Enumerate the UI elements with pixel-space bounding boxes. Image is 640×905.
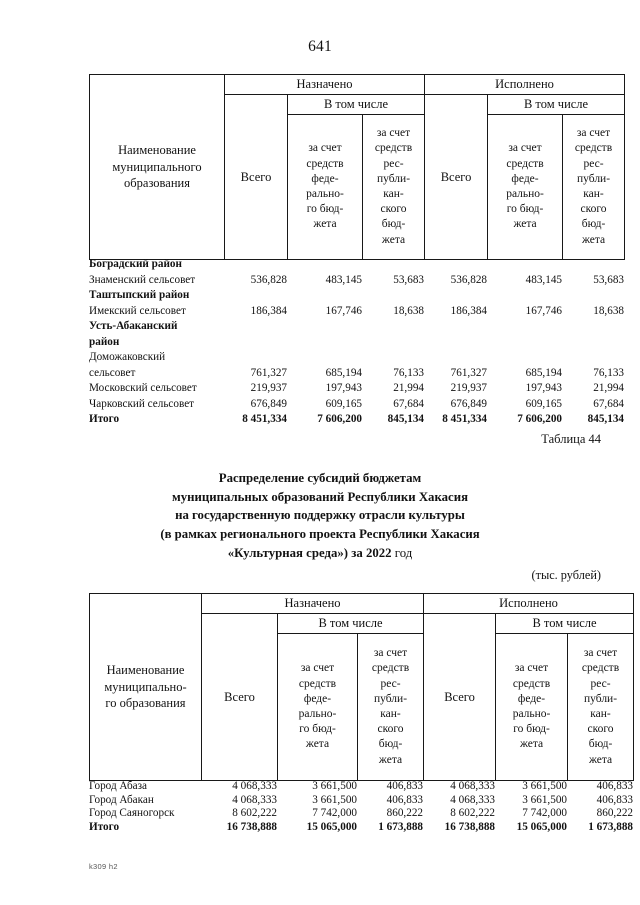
title-line-5-regular: год [391,545,413,560]
row-value: 186,384 [450,304,487,317]
row-value: 483,145 [325,273,362,286]
t1-fe-l2: средств [506,157,544,170]
row-value [362,289,424,305]
table-2-body [89,780,633,834]
t1-re-l2: средств [574,142,613,155]
t1-col-name [90,75,225,260]
row-value: 3 661,500 [312,793,357,806]
row-value [487,289,562,305]
t2-fe-l2: средств [512,677,551,690]
row-value: 483,145 [525,273,562,286]
table-caption-44: Таблица 44 [541,432,601,446]
t1-col-republican-assigned [363,115,425,260]
row-label: Таштыпский район [89,289,190,301]
row-value: 219,937 [450,382,487,394]
table-row [89,367,624,383]
row-value: 609,165 [525,397,562,410]
table-row [89,274,624,290]
row-value: 406,833 [386,793,423,806]
t2-ra-l1: за счет [373,647,408,660]
row-value: 4 068,333 [232,793,277,806]
table-1-body [89,258,624,429]
row-value: 860,222 [386,807,423,819]
row-value [224,258,287,274]
row-value: 53,683 [393,273,424,286]
t1-ra-l2: средств [374,142,413,155]
row-value: 406,833 [386,780,423,792]
t1-name-l2: муниципального [112,159,202,174]
t2-fa-l3: феде- [303,692,332,705]
row-value [487,320,562,336]
footer-stamp: k309 h2 [89,862,118,871]
row-value: 16 738,888 [444,820,495,833]
row-label: Чарковский сельсовет [89,397,195,410]
t2-fa-l6: жета [305,738,330,751]
t1-col-total-assigned: Всего [225,95,288,260]
t1-fa-l4: рально- [306,188,344,200]
t1-re-l8: жета [581,233,606,246]
row-value: 7 606,200 [317,413,362,425]
t2-fa-l1: за счет [300,662,335,675]
t1-including-executed: В том числе [488,95,625,115]
row-value [424,336,487,352]
t2-re-l3: рес- [590,677,611,690]
t1-ra-l6: ского [380,203,407,216]
row-value: 536,828 [450,273,487,286]
table-row [89,821,633,835]
t1-re-l6: ского [580,203,607,216]
row-value [287,289,362,305]
row-value [362,351,424,367]
row-value [362,258,424,274]
row-value: 845,134 [587,413,624,425]
row-value: 16 738,888 [226,820,277,833]
row-value [424,351,487,367]
t1-col-federal-assigned [288,115,363,260]
row-label: Усть-Абаканский [89,320,178,332]
row-value: 21,994 [393,382,424,394]
row-value: 3 661,500 [522,780,567,792]
t2-name-l1: Наименование [106,662,185,677]
row-value [287,320,362,336]
row-value [562,351,624,367]
table-row [89,780,633,794]
t1-group-assigned: Назначено [225,75,425,95]
table-row [89,807,633,821]
table-row [89,382,624,398]
row-value: 4 068,333 [450,793,495,806]
t2-fe-l3: феде- [517,692,546,705]
t2-name-l2: муниципально- [104,679,187,694]
row-value [362,336,424,352]
t1-ra-l7: бюд- [381,218,406,231]
t1-name-l1: Наименование [118,142,196,157]
row-value [224,336,287,352]
row-value: 685,194 [525,366,562,379]
row-value: 8 602,222 [450,807,495,819]
table-2-rows [89,780,633,834]
row-value: 8 451,334 [242,413,287,425]
row-value [487,258,562,274]
t2-col-republican-executed [568,634,634,781]
t2-col-name [90,594,202,781]
t1-col-total-executed: Всего [425,95,488,260]
t2-re-l6: ского [587,723,614,736]
row-value [562,336,624,352]
row-label: сельсовет [89,366,136,379]
table-2-header [89,593,634,781]
title-line-4: (в рамках регионального проекта Республики Хакасия [160,527,480,542]
t1-re-l1: за счет [576,127,611,140]
report-title [0,469,640,562]
row-value: 4 068,333 [450,780,495,792]
t1-col-federal-executed [488,115,563,260]
t2-name-l3: го образования [105,696,186,711]
t2-re-l5: кан- [590,708,611,720]
t1-ra-l1: за счет [376,127,411,140]
table-row [89,305,624,321]
t2-ra-l8: жета [378,753,403,766]
row-value: 167,746 [325,304,362,317]
row-value: 676,849 [450,397,487,410]
t1-name-l3: образования [124,176,190,191]
t2-ra-l5: кан- [380,708,401,720]
row-value: 197,943 [325,382,362,394]
table-row [89,413,624,429]
t2-group-executed: Исполнено [424,594,634,614]
t2-re-l2: средств [581,662,620,675]
t2-ra-l6: ского [377,723,404,736]
title-line-5-bold: «Культурная среда») за 2022 [227,545,392,560]
row-value: 3 661,500 [312,780,357,792]
t2-col-federal-executed [496,634,568,781]
t1-fe-l4: рально- [506,188,544,200]
row-value [424,320,487,336]
table-row [89,351,624,367]
t1-fa-l5: го бюд- [306,203,344,216]
table-row [89,398,624,414]
table-row [89,289,624,305]
row-value: 167,746 [525,304,562,317]
t2-re-l7: бюд- [588,738,613,751]
t1-fe-l6: жета [513,218,537,231]
row-value [562,320,624,336]
row-value: 53,683 [593,273,624,286]
table-1-header [89,74,625,260]
t2-col-total-executed: Всего [424,614,496,781]
t1-fa-l2: средств [306,157,344,170]
row-label: Город Абакан [89,793,154,806]
t1-col-republican-executed [563,115,625,260]
t1-fe-l5: го бюд- [506,203,544,216]
t2-group-assigned: Назначено [202,594,424,614]
t2-fa-l4: рально- [298,708,337,720]
row-value: 4 068,333 [232,780,277,792]
row-label: Знаменский сельсовет [89,273,196,286]
row-value: 406,833 [596,780,633,792]
row-value: 7 742,000 [522,807,567,819]
row-value [562,289,624,305]
row-value: 76,133 [593,366,624,379]
row-label: район [89,335,120,348]
row-value: 676,849 [250,397,287,410]
title-line-3: на государственную поддержку отрасли культуры [175,508,465,523]
page-number: 641 [308,38,332,55]
row-label: Город Саяногорск [89,807,175,819]
row-value: 8 451,334 [442,413,487,425]
row-value: 845,134 [387,413,424,425]
row-value [287,258,362,274]
t2-ra-l3: рес- [380,677,401,690]
t2-including-executed: В том числе [496,614,634,634]
title-line-1: Распределение субсидий бюджетам [218,471,422,485]
t1-re-l7: бюд- [581,218,606,231]
row-value: 76,133 [393,366,424,379]
row-label: Доможаковский [89,351,166,363]
row-label: Имекский сельсовет [89,304,186,317]
row-value: 67,684 [593,397,624,410]
row-value [424,258,487,274]
row-value: 1 673,888 [378,820,423,833]
t2-including-assigned: В том числе [278,614,424,634]
row-value: 197,943 [525,382,562,394]
row-value: 7 742,000 [312,807,357,819]
t1-re-l5: кан- [583,188,604,200]
row-value: 685,194 [325,366,362,379]
row-value [424,289,487,305]
row-value [224,320,287,336]
t1-including-assigned: В том числе [288,95,425,115]
table-row [89,336,624,352]
t1-fa-l3: феде- [311,172,339,185]
table-row [89,320,624,336]
row-value [287,351,362,367]
units-note: (тыс. рублей) [531,568,601,582]
row-value: 186,384 [250,304,287,317]
row-value: 609,165 [325,397,362,410]
row-value [562,258,624,274]
row-value [362,320,424,336]
row-label: Итого [89,820,120,833]
row-value: 536,828 [250,273,287,286]
t1-group-executed: Исполнено [425,75,625,95]
t1-fa-l1: за счет [308,142,342,155]
t2-fa-l2: средств [298,677,337,690]
t2-fe-l5: го бюд- [513,723,550,736]
row-label: Московский сельсовет [89,382,197,394]
row-value [487,336,562,352]
row-value: 219,937 [250,382,287,394]
row-value: 1 673,888 [588,820,633,833]
t1-re-l4: публи- [577,172,611,185]
table-row [89,258,624,274]
t2-col-republican-assigned [358,634,424,781]
t2-fe-l4: рально- [512,708,551,720]
row-value: 18,638 [393,304,424,317]
row-value: 18,638 [593,304,624,317]
row-value [287,336,362,352]
t2-fa-l5: го бюд- [299,723,336,736]
row-value: 761,327 [450,366,487,379]
row-value [224,289,287,305]
t1-fe-l1: за счет [508,142,542,155]
row-label: Итого [89,413,120,425]
t2-re-l4: публи- [584,692,618,705]
row-value: 761,327 [250,366,287,379]
table-1-rows [89,258,624,429]
t2-ra-l4: публи- [373,692,408,705]
t2-col-total-assigned: Всего [202,614,278,781]
t2-col-federal-assigned [278,634,358,781]
table-row [89,794,633,808]
t1-fa-l6: жета [313,218,337,231]
t2-re-l1: за счет [583,647,618,660]
row-value: 3 661,500 [522,793,567,806]
row-value: 7 606,200 [517,413,562,425]
t2-ra-l7: бюд- [378,738,403,751]
row-value: 406,833 [596,793,633,806]
t2-ra-l2: средств [371,662,410,675]
row-value: 8 602,222 [232,807,277,819]
t2-fe-l1: за счет [514,662,549,675]
t2-re-l8: жета [588,753,613,766]
row-value: 67,684 [393,397,424,410]
t1-ra-l5: кан- [383,188,404,200]
t1-re-l3: рес- [583,157,604,170]
row-value: 15 065,000 [516,820,567,833]
row-value: 21,994 [593,382,624,394]
title-line-2: муниципальных образований Республики Хакасия [171,489,469,504]
row-value: 15 065,000 [306,820,357,833]
t2-fe-l6: жета [519,738,544,751]
row-value: 860,222 [596,807,633,819]
row-value [487,351,562,367]
row-label: Боградский район [89,258,182,270]
t1-fe-l3: феде- [511,172,539,185]
row-value [224,351,287,367]
t1-ra-l3: рес- [383,157,404,170]
title-line-5 [0,544,640,563]
row-label: Город Абаза [89,780,147,792]
t1-ra-l8: жета [381,233,406,246]
t1-ra-l4: публи- [376,172,411,185]
